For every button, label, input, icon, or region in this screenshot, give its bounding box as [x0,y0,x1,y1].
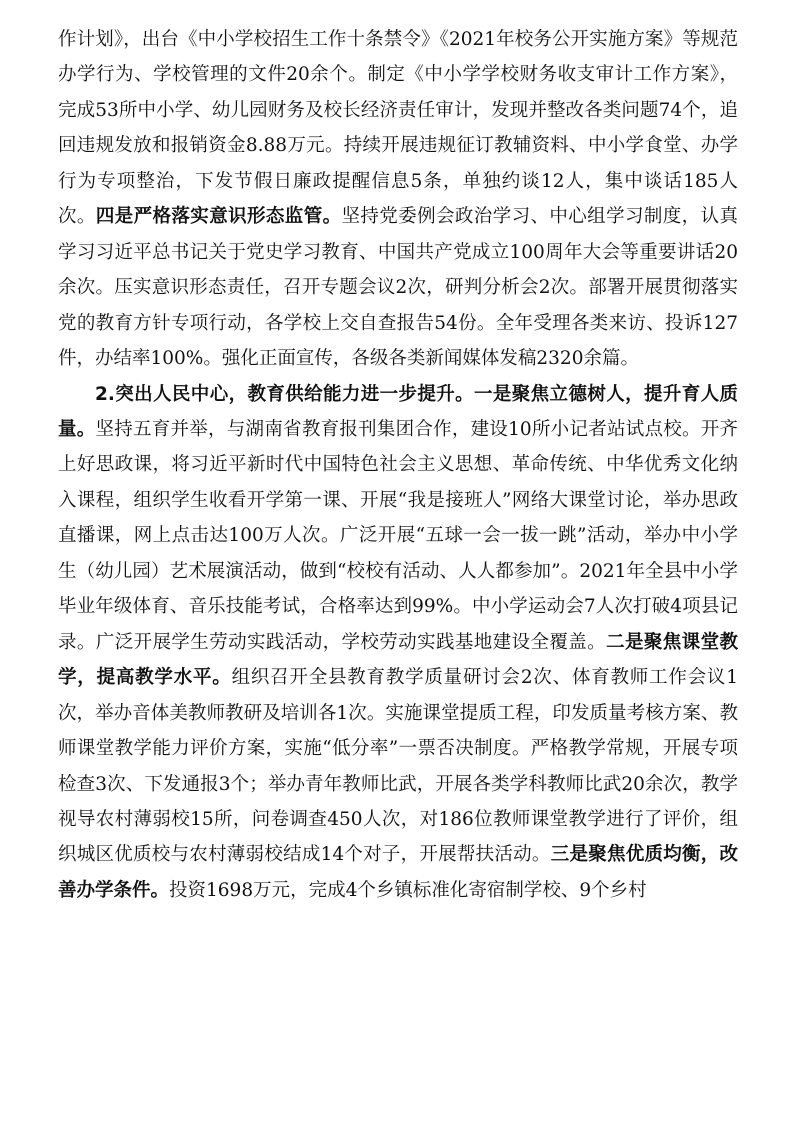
bold-heading-run: 四是严格落实意识形态监管。 [95,206,342,228]
text-run: 坚持党委例会政治学习、中心组学习制度，认真学习习近平总书记关于党史学习教育、中国共产党成立100周年大会等重要讲话20余次。压实意识形态责任，召开专题会议2次，研判分析会2次。部署开展贯彻落实党的教育方针专项行动，各学校上交自查报告54份。全年受理各类来访、投诉127件，办结率100%。强化正面宣传，各级各类新闻媒体发稿2320余篇。 [58,206,738,370]
text-run: 投资1698万元，完成4个乡镇标准化寄宿制学校、9个乡村 [169,879,647,901]
paragraph-1 [58,22,738,377]
document-page [58,22,738,908]
section-heading-run: 2.突出人民中心，教育供给能力进一步提升。一是聚焦立德树人，提升育人质量。 [58,383,738,440]
bold-heading-run: 二是聚焦课堂教学，提高教学水平。 [58,631,738,689]
bold-heading-run: 三是聚焦优质均衡，改善办学条件。 [58,844,738,901]
text-run: 组织召开全县教育教学质量研讨会2次、体育教师工作会议1次，举办音体美教师教研及培训各1次。实施课堂提质工程，印发质量考核方案、教师课堂教学能力评价方案，实施“低分率”一票否决制度。严格教学常规，开展专项检查3次、下发通报3个；举办青年教师比武，开展各类学科教师比武20余次，教学视导农村薄弱校15所，问卷调查450人次，对186位教师课堂教学进行了评价，组织城区优质校与农村薄弱校结成14个对子，开展帮扶活动。 [58,667,738,866]
text-run: 作计划》，出台《中小学校招生工作十条禁令》《2021年校务公开实施方案》等规范办学行为、学校管理的文件20余个。制定《中小学学校财务收支审计工作方案》，完成53所中小学、幼儿园财务及校长经济责任审计，发现并整改各类问题74个，追回违规发放和报销资金8.88万元。持续开展违规征订教辅资料、中小学食堂、办学行为专项整治，下发节假日廉政提醒信息5条，单独约谈12人，集中谈话185人次。 [58,29,738,228]
text-run: 坚持五育并举，与湖南省教育报刊集团合作，建设10所小记者站试点校。开齐上好思政课，将习近平新时代中国特色社会主义思想、革命传统、中华优秀文化纳入课程，组织学生收看开学第一课、开展“我是接班人”网络大课堂讨论，举办思政直播课，网上点击达100万人次。广泛开展“五球一会一拔一跳”活动，举办中小学生（幼儿园）艺术展演活动，做到“校校有活动、人人都参加”。2021年全县中小学毕业年级体育、音乐技能考试，合格率达到99%。中小学运动会7人次打破4项县记录。广泛开展学生劳动实践活动，学校劳动实践基地建设全覆盖。 [58,418,738,653]
paragraph-2 [58,377,738,909]
